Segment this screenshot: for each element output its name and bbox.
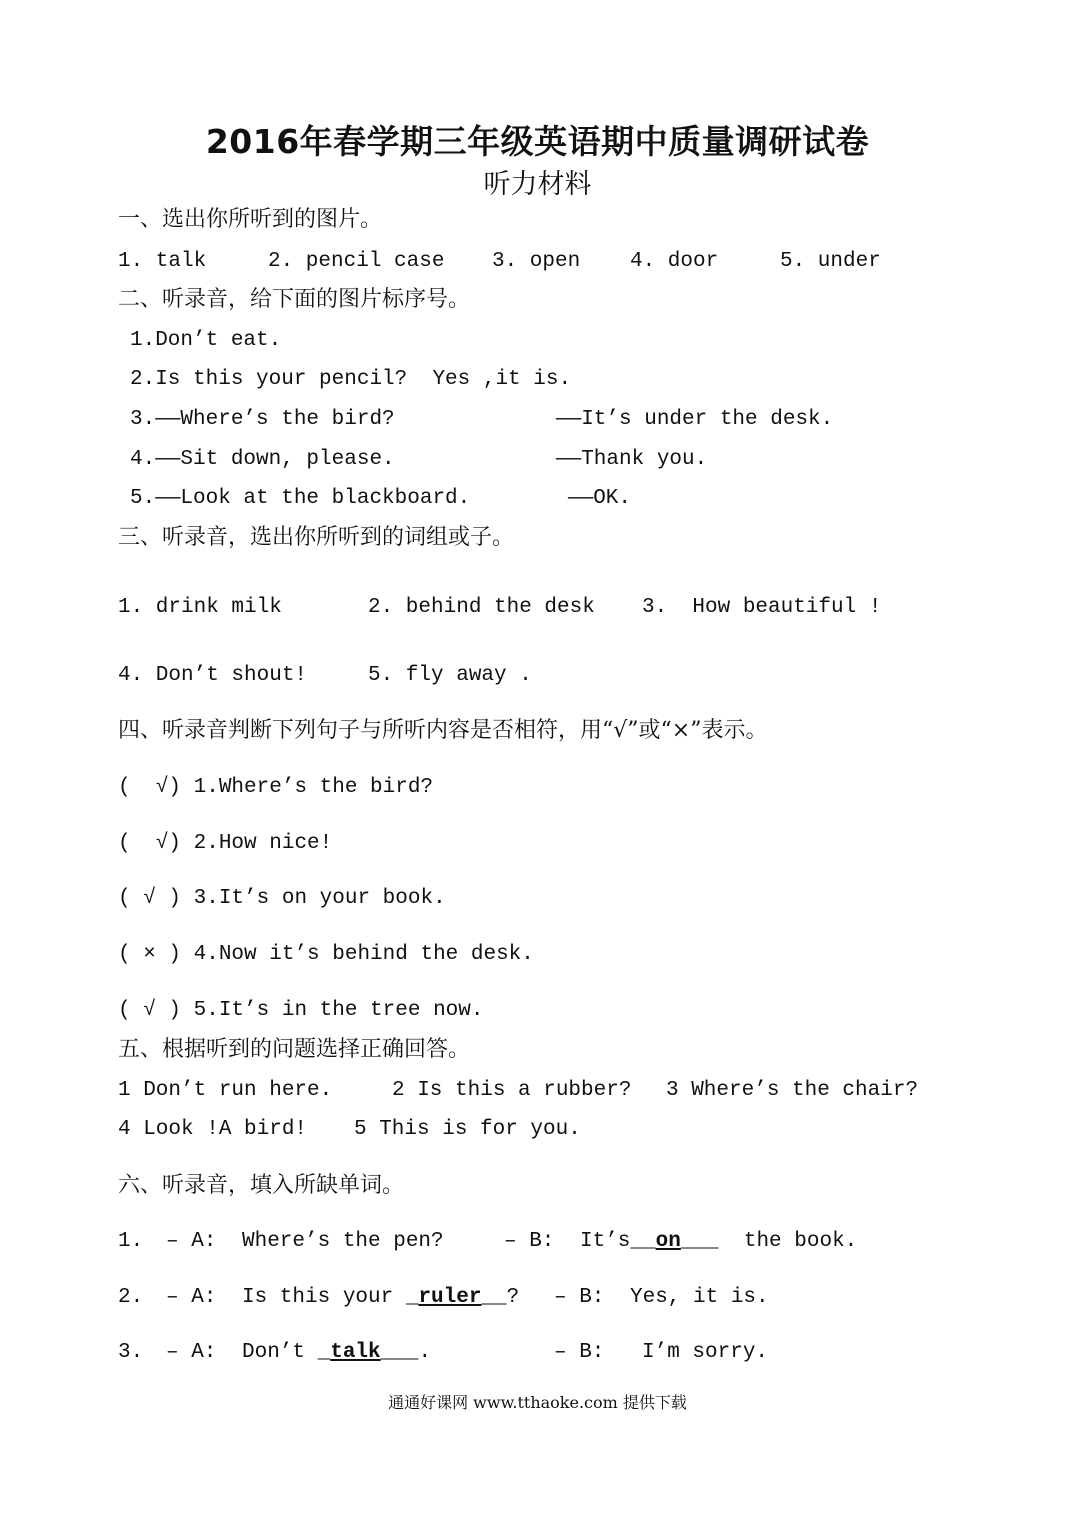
s5-item-5: 5 This is for you. — [354, 1118, 581, 1141]
s1-item-5: 5. under — [780, 250, 881, 273]
s5-item-3: 3 Where’s the chair? — [666, 1079, 919, 1102]
s6-q3-b-text: I’m sorry. — [642, 1341, 769, 1364]
s6-q3-b-label: – B: — [554, 1341, 605, 1364]
s4-item-2-text: 2.How nice! — [193, 832, 333, 855]
s6-q1-number: 1. — [118, 1230, 144, 1253]
section-5-row-1 — [118, 1077, 958, 1105]
s6-question-2 — [118, 1284, 958, 1312]
s6-q2-a-post: __? — [481, 1286, 520, 1309]
s2-line-5 — [130, 485, 930, 513]
s6-q2-b-label: – B: — [554, 1286, 605, 1309]
s6-q1-answer: on — [655, 1230, 681, 1253]
s1-item-2: 2. pencil case — [268, 250, 445, 273]
s3-item-4: 4. Don’t shout! — [118, 664, 308, 687]
s1-item-4: 4. door — [630, 250, 719, 273]
s6-q1-b-label: – B: — [504, 1230, 555, 1253]
s6-q3-a-pre: Don’t _ — [242, 1341, 331, 1364]
s4-item-4-mark: ( × ) — [118, 943, 194, 966]
page-footer: 通通好课网 www.tthaoke.com 提供下载 — [388, 1393, 687, 1412]
s5-item-1: 1 Don’t run here. — [118, 1079, 333, 1102]
section-3-row-1 — [118, 594, 938, 622]
s6-q2-answer: ruler — [418, 1286, 482, 1309]
section-1-items — [118, 248, 918, 276]
s4-item-1 — [118, 774, 433, 802]
s6-question-3 — [118, 1339, 958, 1367]
s6-q1-b-answer-line — [580, 1228, 857, 1256]
s3-item-5: 5. fly away . — [368, 664, 532, 687]
s6-q3-a-answer-line — [242, 1339, 431, 1367]
section-4-heading: 四、听录音判断下列句子与所听内容是否相符，用“√”或“×”表示。 — [118, 718, 768, 743]
s6-q2-number: 2. — [118, 1286, 144, 1309]
s6-q1-a-label: – A: — [166, 1230, 217, 1253]
section-6-heading: 六、听录音，填入所缺单词。 — [118, 1173, 405, 1198]
s4-item-1-text: 1.Where’s the bird? — [193, 776, 434, 799]
s6-q3-a-label: – A: — [166, 1341, 217, 1364]
section-5-heading: 五、根据听到的问题选择正确回答。 — [118, 1037, 471, 1062]
s6-question-1 — [118, 1228, 958, 1256]
s6-q3-answer: talk — [330, 1341, 381, 1364]
s6-q1-b-post: ___ the book. — [680, 1230, 858, 1253]
s4-item-5 — [118, 997, 483, 1025]
section-5-row-2 — [118, 1116, 958, 1144]
s4-item-4 — [118, 941, 534, 969]
s6-q2-a-answer-line — [242, 1284, 519, 1312]
s4-item-5-text: 5.It’s in the tree now. — [193, 999, 484, 1022]
s4-item-2 — [118, 830, 332, 858]
s2-line-4-question: 4.——Sit down, please. — [130, 448, 395, 471]
s2-line-3-question: 3.——Where’s the bird? — [130, 408, 395, 431]
s3-item-3: 3. How beautiful ! — [642, 596, 882, 619]
s4-item-5-mark: ( √ ) — [118, 999, 194, 1022]
s5-item-2: 2 Is this a rubber? — [392, 1079, 632, 1102]
section-3-heading: 三、听录音，选出你所听到的词组或子。 — [118, 525, 515, 550]
s2-line-3-answer: ——It’s under the desk. — [556, 408, 834, 431]
s2-line-4 — [130, 446, 930, 474]
s6-q1-b-pre: It’s__ — [580, 1230, 656, 1253]
s6-q1-a-text: Where’s the pen? — [242, 1230, 444, 1253]
s4-item-3 — [118, 885, 446, 913]
s2-line-4-answer: ——Thank you. — [556, 448, 708, 471]
s2-line-5-question: 5.——Look at the blackboard. — [130, 487, 471, 510]
s3-item-2: 2. behind the desk — [368, 596, 595, 619]
s6-q2-a-pre: Is this your _ — [242, 1286, 419, 1309]
s4-item-2-mark: ( √) — [118, 832, 194, 855]
section-2-heading: 二、听录音，给下面的图片标序号。 — [118, 287, 471, 312]
s1-item-3: 3. open — [492, 250, 581, 273]
section-1-heading: 一、选出你所听到的图片。 — [118, 207, 383, 232]
s2-line-3 — [130, 406, 930, 434]
s2-line-5-answer: ——OK. — [568, 487, 632, 510]
s6-q2-b-text: Yes, it is. — [630, 1286, 769, 1309]
s4-item-3-text: 3.It’s on your book. — [193, 887, 446, 910]
page-subtitle: 听力材料 — [483, 169, 592, 200]
s1-item-1: 1. talk — [118, 250, 207, 273]
s4-item-1-mark: ( √) — [118, 776, 194, 799]
s3-item-1: 1. drink milk — [118, 596, 282, 619]
section-3-row-2 — [118, 662, 938, 690]
s6-q3-a-post: ___. — [380, 1341, 432, 1364]
page-title: 2016年春学期三年级英语期中质量调研试卷 — [205, 122, 870, 161]
s2-line-2: 2.Is this your pencil? Yes ,it is. — [130, 368, 572, 391]
s5-item-4: 4 Look !A bird! — [118, 1118, 308, 1141]
s4-item-3-mark: ( √ ) — [118, 887, 194, 910]
s6-q2-a-label: – A: — [166, 1286, 217, 1309]
s6-q3-number: 3. — [118, 1341, 144, 1364]
s2-line-1: 1.Don’t eat. — [130, 329, 282, 352]
s4-item-4-text: 4.Now it’s behind the desk. — [193, 943, 534, 966]
